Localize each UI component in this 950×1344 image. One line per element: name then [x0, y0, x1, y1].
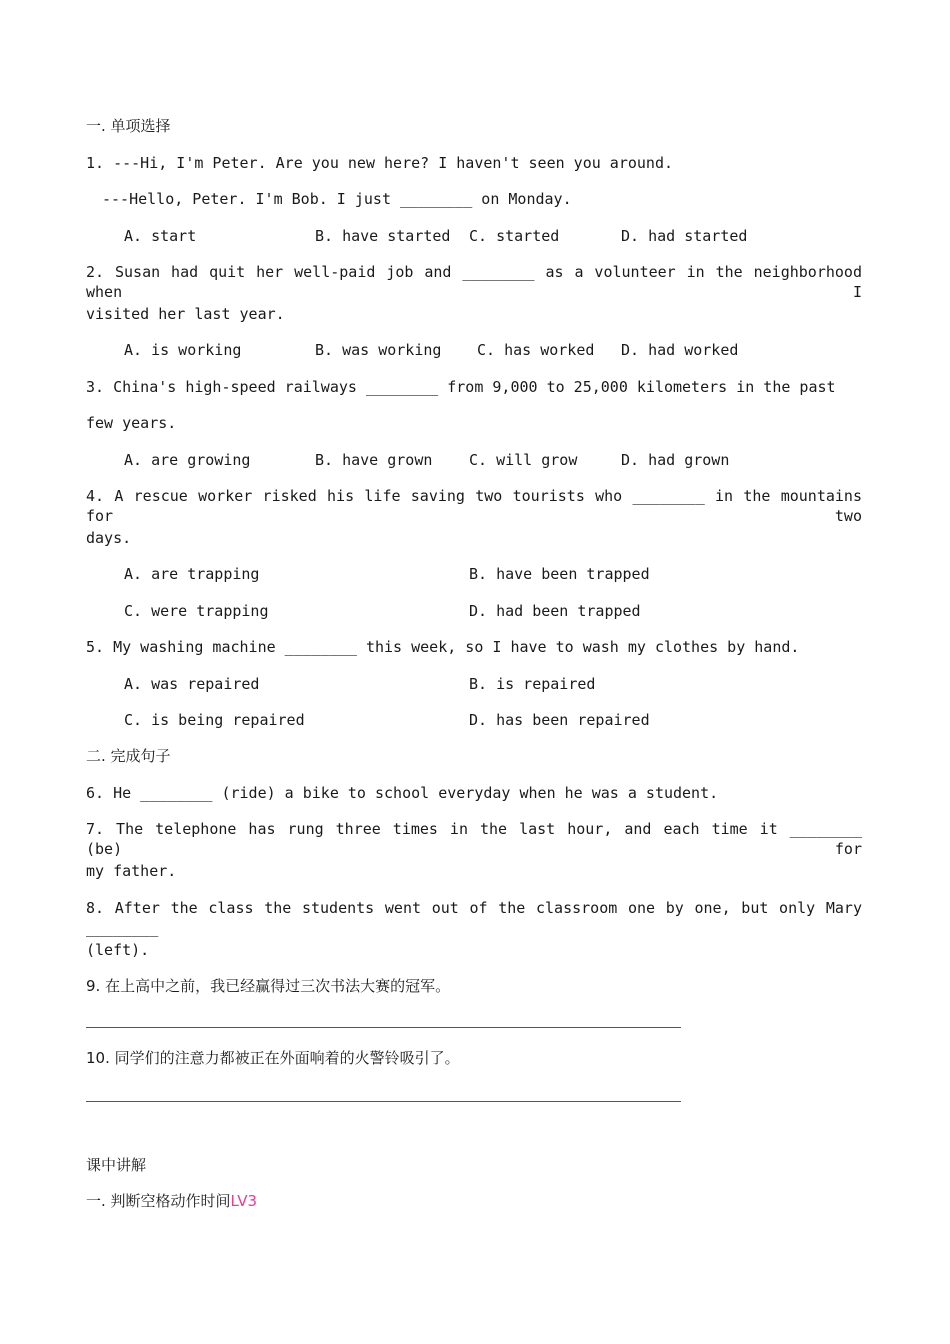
question-4-option-b: B. have been trapped: [469, 565, 650, 583]
question-2-line-2: visited her last year.: [86, 305, 285, 323]
question-4-line-2: days.: [86, 529, 132, 547]
question-3-option-c: C. will grow: [469, 451, 578, 469]
answer-line-9: [86, 1027, 681, 1028]
question-1-line-2: ---Hello, Peter. I'm Bob. I just ________ on Monday.: [102, 190, 572, 208]
question-2-option-d: D. had worked: [621, 341, 739, 359]
question-2-option-a: A. is working: [124, 341, 242, 359]
section-title-complete-sentences: 二. 完成句子: [86, 747, 171, 765]
question-7-line-1: 7. The telephone has rung three times in the last hour, and each time it ________ (be) for: [86, 820, 862, 858]
question-1-option-b: B. have started: [315, 227, 451, 245]
question-10: 10. 同学们的注意力都被正在外面响着的火警铃吸引了。: [86, 1049, 460, 1067]
question-3-line-1: 3. China's high-speed railways ________ from 9,000 to 25,000 kilometers in the past: [86, 378, 836, 396]
question-4-option-d: D. had been trapped: [469, 602, 641, 620]
question-5-line-1: 5. My washing machine ________ this week, so I have to wash my clothes by hand.: [86, 638, 800, 656]
question-1-option-d: D. had started: [621, 227, 748, 245]
question-3-option-d: D. had grown: [621, 451, 730, 469]
question-3-option-a: A. are growing: [124, 451, 251, 469]
question-2-option-b: B. was working: [315, 341, 442, 359]
section-title-action-time: [86, 1191, 257, 1211]
question-4-line-1: 4. A rescue worker risked his life saving two tourists who ________ in the mountains for two: [86, 487, 862, 525]
question-5-option-c: C. is being repaired: [124, 711, 305, 729]
question-5-option-a: A. was repaired: [124, 675, 260, 693]
section-title-multiple-choice: 一. 单项选择: [86, 117, 171, 135]
question-1-option-c: C. started: [469, 227, 560, 245]
question-1-option-a: A. start: [124, 227, 197, 245]
question-8-line-2: (left).: [86, 941, 150, 959]
level-tag: LV3: [230, 1192, 258, 1210]
question-9: 9. 在上高中之前，我已经赢得过三次书法大赛的冠军。: [86, 977, 451, 995]
question-4-option-c: C. were trapping: [124, 602, 269, 620]
question-2-line-1: 2. Susan had quit her well-paid job and ________ as a volunteer in the neighborhood when I: [86, 263, 862, 301]
section-title-text: 一. 判断空格动作时间: [86, 1192, 231, 1210]
question-7-line-2: my father.: [86, 862, 177, 880]
question-3-line-2: few years.: [86, 414, 177, 432]
question-5-option-d: D. has been repaired: [469, 711, 650, 729]
question-8-line-1: 8. After the class the students went out of the classroom one by one, but only Mary ________: [86, 899, 862, 937]
question-1-line-1: 1. ---Hi, I'm Peter. Are you new here? I haven't seen you around.: [86, 154, 673, 172]
question-6: 6. He ________ (ride) a bike to school everyday when he was a student.: [86, 784, 719, 802]
question-2-option-c: C. has worked: [477, 341, 595, 359]
lecture-title: 课中讲解: [86, 1156, 147, 1174]
question-5-option-b: B. is repaired: [469, 675, 596, 693]
answer-line-10: [86, 1101, 681, 1102]
question-3-option-b: B. have grown: [315, 451, 433, 469]
question-4-option-a: A. are trapping: [124, 565, 260, 583]
